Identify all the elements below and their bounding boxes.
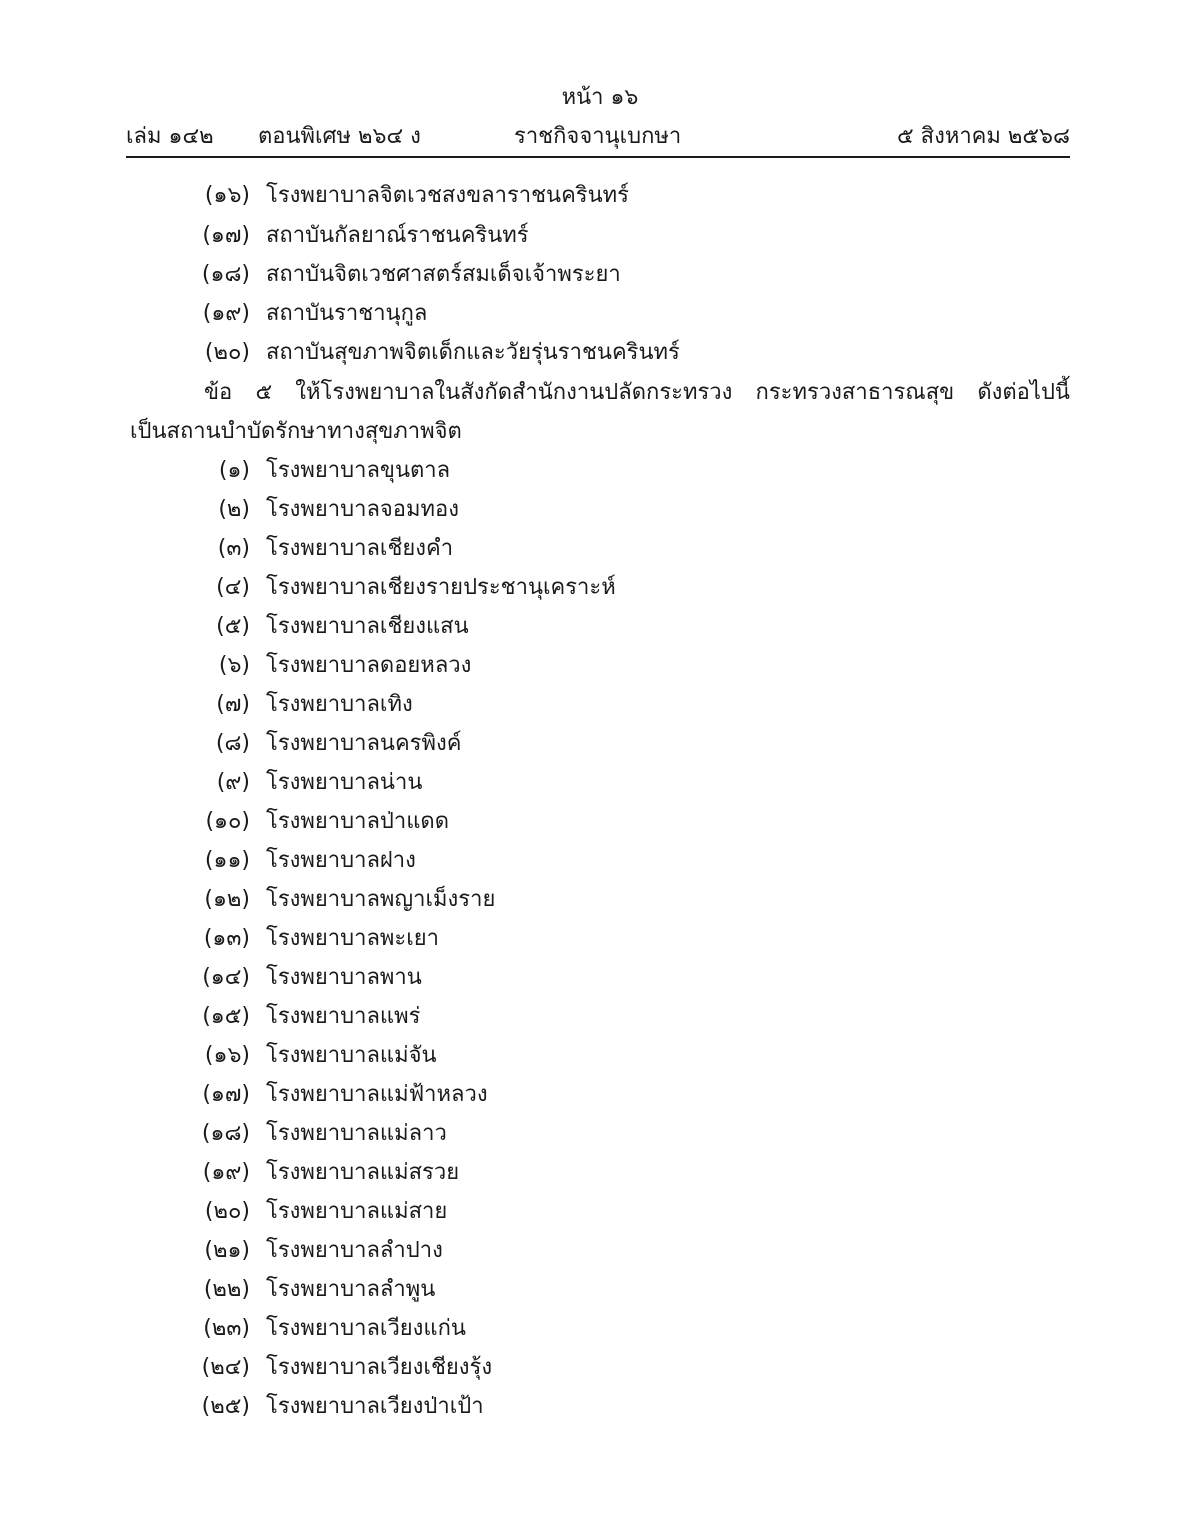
publication-date: ๕ สิงหาคม ๒๕๖๘ xyxy=(897,124,1070,149)
list-item xyxy=(0,335,1200,371)
item-name: สถาบันจิตเวชศาสตร์สมเด็จเจ้าพระยา xyxy=(266,262,621,287)
clause-word: ๕ xyxy=(255,380,273,405)
list-item xyxy=(0,726,1200,762)
item-number: (๑) xyxy=(218,458,250,483)
item-name: โรงพยาบาลจอมทอง xyxy=(266,497,459,522)
item-number: (๗) xyxy=(216,692,250,717)
list-item xyxy=(0,882,1200,918)
item-number: (๑๖) xyxy=(204,1043,250,1068)
item-name: สถาบันสุขภาพจิตเด็กและวัยรุ่นราชนครินทร์ xyxy=(266,340,680,365)
item-number: (๒๕) xyxy=(201,1394,250,1419)
issue-label: ตอนพิเศษ ๒๖๔ ง xyxy=(258,124,421,149)
list-item xyxy=(0,804,1200,840)
item-number: (๔) xyxy=(216,575,250,600)
page-number: หน้า ๑๖ xyxy=(561,85,639,110)
item-number: (๙) xyxy=(216,770,250,795)
list-item xyxy=(0,178,1200,214)
item-number: (๓) xyxy=(217,536,250,561)
item-name: โรงพยาบาลขุนตาล xyxy=(266,458,451,483)
item-number: (๑๓) xyxy=(203,926,250,951)
item-name: โรงพยาบาลแม่ฟ้าหลวง xyxy=(266,1082,488,1107)
list-item xyxy=(0,453,1200,489)
item-number: (๒) xyxy=(218,497,250,522)
list-item xyxy=(0,843,1200,879)
item-name: โรงพยาบาลลำพูน xyxy=(266,1277,436,1302)
item-name: โรงพยาบาลเวียงป่าเป้า xyxy=(266,1394,484,1419)
item-name: โรงพยาบาลแม่สาย xyxy=(266,1199,448,1224)
list-item xyxy=(0,1272,1200,1308)
list-item xyxy=(0,1311,1200,1347)
item-name: โรงพยาบาลป่าแดด xyxy=(266,809,449,834)
list-item xyxy=(0,609,1200,645)
item-name: โรงพยาบาลเชียงคำ xyxy=(266,536,454,561)
volume-label: เล่ม ๑๔๒ xyxy=(126,124,214,149)
item-number: (๑๙) xyxy=(202,1160,250,1185)
item-name: โรงพยาบาลแม่สรวย xyxy=(266,1160,460,1185)
item-name: โรงพยาบาลแม่จัน xyxy=(266,1043,437,1068)
item-name: โรงพยาบาลพาน xyxy=(266,965,422,990)
item-number: (๑๘) xyxy=(201,1121,250,1146)
gazette-title: ราชกิจจานุเบกษา xyxy=(514,124,682,149)
list-item xyxy=(0,1155,1200,1191)
item-number: (๒๐) xyxy=(204,340,250,365)
item-number: (๑๐) xyxy=(205,809,250,834)
list-item xyxy=(0,492,1200,528)
list-item xyxy=(0,296,1200,332)
item-name: โรงพยาบาลดอยหลวง xyxy=(266,653,472,678)
list-item xyxy=(0,1389,1200,1425)
list-item xyxy=(0,648,1200,684)
list-item xyxy=(0,921,1200,957)
clause-word: ข้อ xyxy=(204,380,233,405)
item-name: โรงพยาบาลเวียงแก่น xyxy=(266,1316,466,1341)
list-item xyxy=(0,218,1200,254)
header-divider xyxy=(126,156,1070,158)
item-number: (๒๐) xyxy=(204,1199,250,1224)
clause-word: กระทรวงสาธารณสุข xyxy=(755,380,955,405)
item-number: (๑๒) xyxy=(204,887,250,912)
item-name: โรงพยาบาลน่าน xyxy=(266,770,423,795)
item-number: (๑๑) xyxy=(204,848,250,873)
list-item xyxy=(0,1038,1200,1074)
clause-word: ดังต่อไปนี้ xyxy=(977,380,1070,405)
clause-word: ให้โรงพยาบาลในสังกัดสำนักงานปลัดกระทรวง xyxy=(295,380,733,405)
item-name: โรงพยาบาลเวียงเชียงรุ้ง xyxy=(266,1355,493,1380)
item-number: (๑๗) xyxy=(202,1082,250,1107)
list-item xyxy=(0,1077,1200,1113)
list-item xyxy=(0,531,1200,567)
list-item xyxy=(0,570,1200,606)
item-number: (๒๔) xyxy=(201,1355,250,1380)
list-item xyxy=(0,1350,1200,1386)
gazette-header xyxy=(126,120,1070,154)
item-number: (๒๓) xyxy=(203,1316,250,1341)
list-item xyxy=(0,257,1200,293)
list-item xyxy=(0,999,1200,1035)
item-number: (๖) xyxy=(218,653,250,678)
list-item xyxy=(0,765,1200,801)
item-name: โรงพยาบาลแพร่ xyxy=(266,1004,421,1029)
item-number: (๑๙) xyxy=(202,301,250,326)
item-number: (๕) xyxy=(216,614,250,639)
item-name: โรงพยาบาลนครพิงค์ xyxy=(266,731,462,756)
item-number: (๑๖) xyxy=(204,183,250,208)
list-item xyxy=(0,687,1200,723)
clause-5-line-2: เป็นสถานบำบัดรักษาทางสุขภาพจิต xyxy=(130,419,462,444)
item-number: (๑๘) xyxy=(201,262,250,287)
item-number: (๒๒) xyxy=(203,1277,250,1302)
item-number: (๒๑) xyxy=(204,1238,250,1263)
list-item xyxy=(0,1116,1200,1152)
item-name: โรงพยาบาลจิตเวชสงขลาราชนครินทร์ xyxy=(266,183,629,208)
item-number: (๑๔) xyxy=(202,965,250,990)
list-item xyxy=(0,1194,1200,1230)
item-name: โรงพยาบาลพญาเม็งราย xyxy=(266,887,496,912)
item-name: โรงพยาบาลเชียงรายประชานุเคราะห์ xyxy=(266,575,616,600)
list-item xyxy=(0,1233,1200,1269)
item-name: โรงพยาบาลเทิง xyxy=(266,692,413,717)
item-name: สถาบันกัลยาณ์ราชนครินทร์ xyxy=(266,223,529,248)
item-name: โรงพยาบาลฝาง xyxy=(266,848,416,873)
list-item xyxy=(0,960,1200,996)
item-name: โรงพยาบาลแม่ลาว xyxy=(266,1121,447,1146)
item-name: โรงพยาบาลเชียงแสน xyxy=(266,614,469,639)
item-name: โรงพยาบาลลำปาง xyxy=(266,1238,443,1263)
item-number: (๘) xyxy=(215,731,250,756)
clause-5-line-1 xyxy=(204,375,1070,411)
item-number: (๑๕) xyxy=(202,1004,250,1029)
item-name: โรงพยาบาลพะเยา xyxy=(266,926,440,951)
item-number: (๑๗) xyxy=(202,223,250,248)
item-name: สถาบันราชานุกูล xyxy=(266,301,428,326)
